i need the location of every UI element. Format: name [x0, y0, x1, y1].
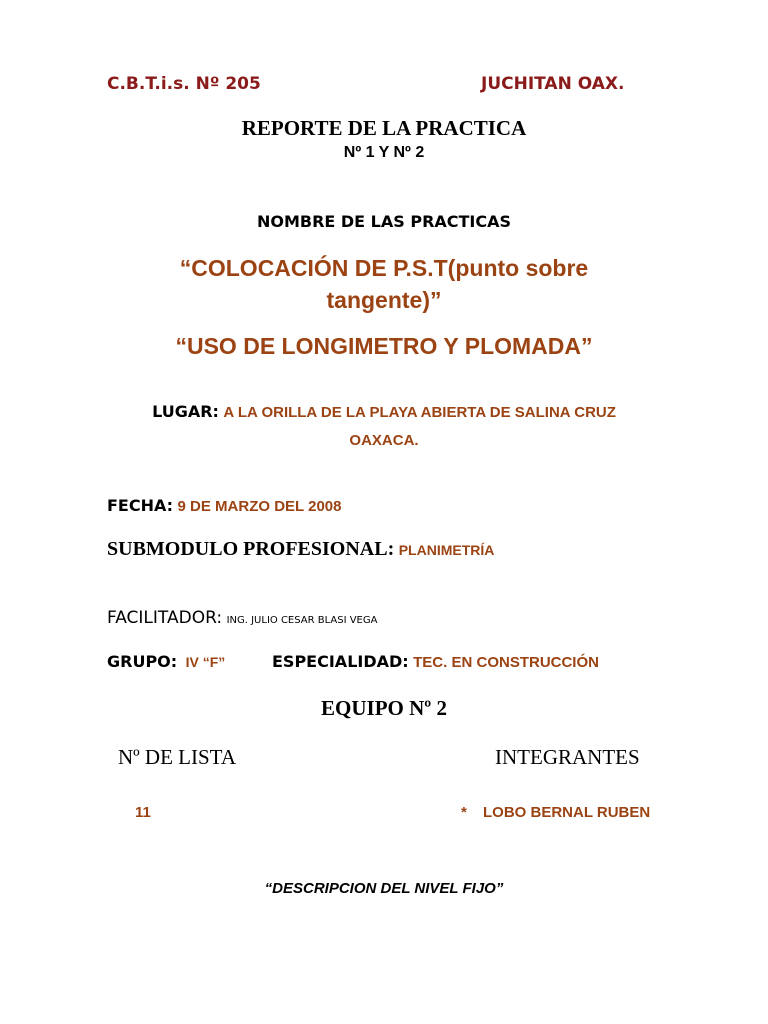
column-list-header: Nº DE LISTA: [118, 745, 236, 769]
group-line: [107, 652, 225, 672]
member-bullet: *: [461, 804, 467, 821]
practices-heading: NOMBRE DE LAS PRACTICAS: [256, 212, 512, 231]
report-numbers: Nº 1 Y Nº 2: [343, 144, 425, 161]
facilitator-label: FACILITADOR:: [107, 608, 223, 628]
place-line1: [0, 402, 768, 422]
group-value: IV “F”: [185, 654, 226, 670]
description-title: “DESCRIPCION DEL NIVEL FIJO”: [264, 880, 504, 897]
facilitator-value: ING. JULIO CESAR BLASI VEGA: [226, 615, 378, 626]
submodule-label: SUBMODULO PROFESIONAL:: [107, 538, 395, 560]
specialty-value: TEC. EN CONSTRUCCIÓN: [413, 654, 599, 671]
practice-one-line2: tangente)”: [326, 287, 442, 313]
place-value: A LA ORILLA DE LA PLAYA ABIERTA DE SALINA CRUZ: [223, 404, 616, 421]
city-name: JUCHITAN OAX.: [481, 74, 625, 94]
specialty-label: ESPECIALIDAD:: [272, 652, 409, 671]
practice-two: “USO DE LONGIMETRO Y PLOMADA”: [175, 333, 593, 359]
place-label: LUGAR:: [152, 402, 219, 421]
date-label: FECHA:: [107, 496, 174, 515]
date-value: 9 DE MARZO DEL 2008: [177, 498, 342, 515]
specialty-line: [272, 652, 599, 672]
school-name: C.B.T.i.s. Nº 205: [107, 74, 261, 94]
member-list-number: 11: [135, 804, 151, 821]
group-label: GRUPO:: [107, 652, 178, 671]
date-line: [107, 496, 341, 516]
place-value-line2: OAXACA.: [349, 432, 419, 449]
facilitator-line: [107, 608, 377, 628]
submodule-value: PLANIMETRÍA: [398, 542, 495, 558]
submodule-line: [107, 538, 494, 561]
column-members-header: INTEGRANTES: [495, 745, 640, 769]
member-name: LOBO BERNAL RUBEN: [483, 804, 651, 821]
report-title: REPORTE DE LA PRACTICA: [241, 116, 527, 140]
team-title: EQUIPO Nº 2: [321, 696, 447, 720]
practice-one-line1: “COLOCACIÓN DE P.S.T(punto sobre: [179, 255, 589, 281]
